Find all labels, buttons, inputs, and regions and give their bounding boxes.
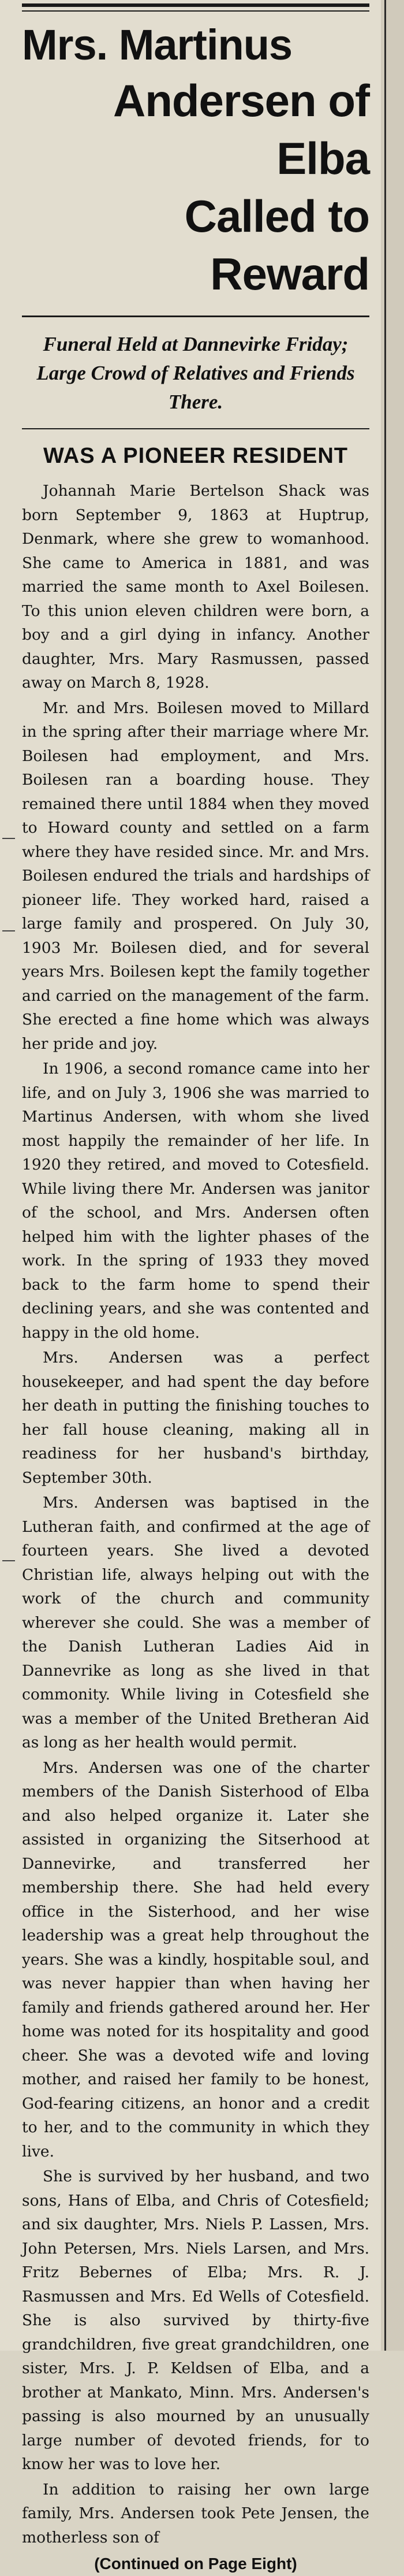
margin-mark	[2, 838, 15, 839]
paragraph-5: Mrs. Andersen was baptised in the Lutheran faith, and confirmed at the age of fourteen years. She lived a devoted Christian life, always helping out with the work of the church and community wherever she could. She was a member of the Danish Lutheran Ladies Aid in Dannevrike as long as she lived in that commonity. While living in Cotesfield she was a member of the United Bretheran Aid as long as her health would permit.	[22, 1494, 369, 1751]
continued-line: (Continued on Page Eight)	[94, 2555, 297, 2573]
headline-line-3: Called to Reward	[184, 191, 369, 299]
subhead: WAS A PIONEER RESIDENT	[43, 444, 349, 468]
deck-rule-top	[22, 315, 369, 317]
paragraph-6: Mrs. Andersen was one of the charter members of the Danish Sisterhood of Elba and also helped organize it. Later she assisted in organizing the Sitserhood at Dannevirke, and transferred her membership there. She had held every office in the Sisterhood, and her wise leadership was a great help throughout the years. She was a kindly, hospitable soul, and was never happier than when having her family and friends gathered around her. Her home was noted for its hospitality and good cheer. She was a devoted wife and loving mother, and raised her family to be honest, God-fearing citizens, an honor and a credit to her, and to the community in which they live.	[22, 1758, 369, 2161]
top-rule-thin	[22, 10, 369, 12]
top-rule	[22, 3, 369, 7]
margin-mark	[2, 1560, 15, 1561]
paragraph-8: In addition to raising her own large family, Mrs. Andersen took Pete Jensen, the motherless son of	[22, 2480, 369, 2547]
column-rule	[384, 0, 386, 2351]
paragraph-4: Mrs. Andersen was a perfect housekeeper, and had spent the day before her death in putting the finishing touches to her fall house cleaning, making all in readiness for her husband's birthday, September 30th.	[22, 1349, 369, 1487]
left-margin-marks	[0, 0, 21, 2351]
deck-rule-bottom	[22, 428, 369, 429]
deck: Funeral Held at Dannevirke Friday; Large Crowd of Relatives and Friends There.	[36, 333, 355, 413]
paragraph-1: Johannah Marie Bertelson Shack was born September 9, 1863 at Huptrup, Denmark, where she grew to womanhood. She came to America in 1881, and was married the same month to Axel Boilesen. To this union eleven children were born, a boy and a girl dying in infancy. Another daughter, Mrs. Mary Rasmussen, passed away on March 8, 1928.	[22, 482, 369, 692]
headline-line-1: Mrs. Martinus	[22, 21, 293, 69]
headline-line-2: Andersen of Elba	[113, 75, 369, 184]
paragraph-2: Mr. and Mrs. Boilesen moved to Millard in the spring after their marriage where Mr. Boilesen had employment, and Mrs. Boilesen ran a boarding house. They remained there until 1884 when they moved to Howard county and settled on a farm where they have resided since. Mr. and Mrs. Boilesen endured the trials and hardships of pioneer life. They worked hard, raised a large family and prospered. On July 30, 1903 Mr. Boilesen died, and for several years Mrs. Boilesen kept the family together and carried on the management of the farm. She erected a fine home which was always her pride and joy.	[22, 699, 369, 1053]
paragraph-3: In 1906, a second romance came into her life, and on July 3, 1906 she was married to Martinus Andersen, with whom she lived most happily the remainder of her life. In 1920 they retired, and moved to Cotesfield. While living there Mr. Andersen was janitor of the school, and Mrs. Andersen often helped him with the lighter phases of the work. In the spring of 1933 they moved back to the farm home to spend their declining years, and she was contented and happy in the old home.	[22, 1060, 369, 1342]
article-body	[22, 479, 369, 2549]
margin-mark	[2, 930, 15, 931]
paragraph-7: She is survived by her husband, and two sons, Hans of Elba, and Chris of Cotesfield; and six daughter, Mrs. Niels P. Lassen, Mrs. John Petersen, Mrs. Niels Larsen, and Mrs. Fritz Bebernes of Elba; Mrs. R. J. Rasmussen and Mrs. Ed Wells of Cotesfield. She is also survived by thirty-five grandchildren, five great grandchildren, one sister, Mrs. J. P. Keldsen of Elba, and a brother at Mankato, Minn. Mrs. Andersen's passing is also mourned by an unusually large number of devoted friends, for to know her was to love her.	[22, 2167, 369, 2473]
